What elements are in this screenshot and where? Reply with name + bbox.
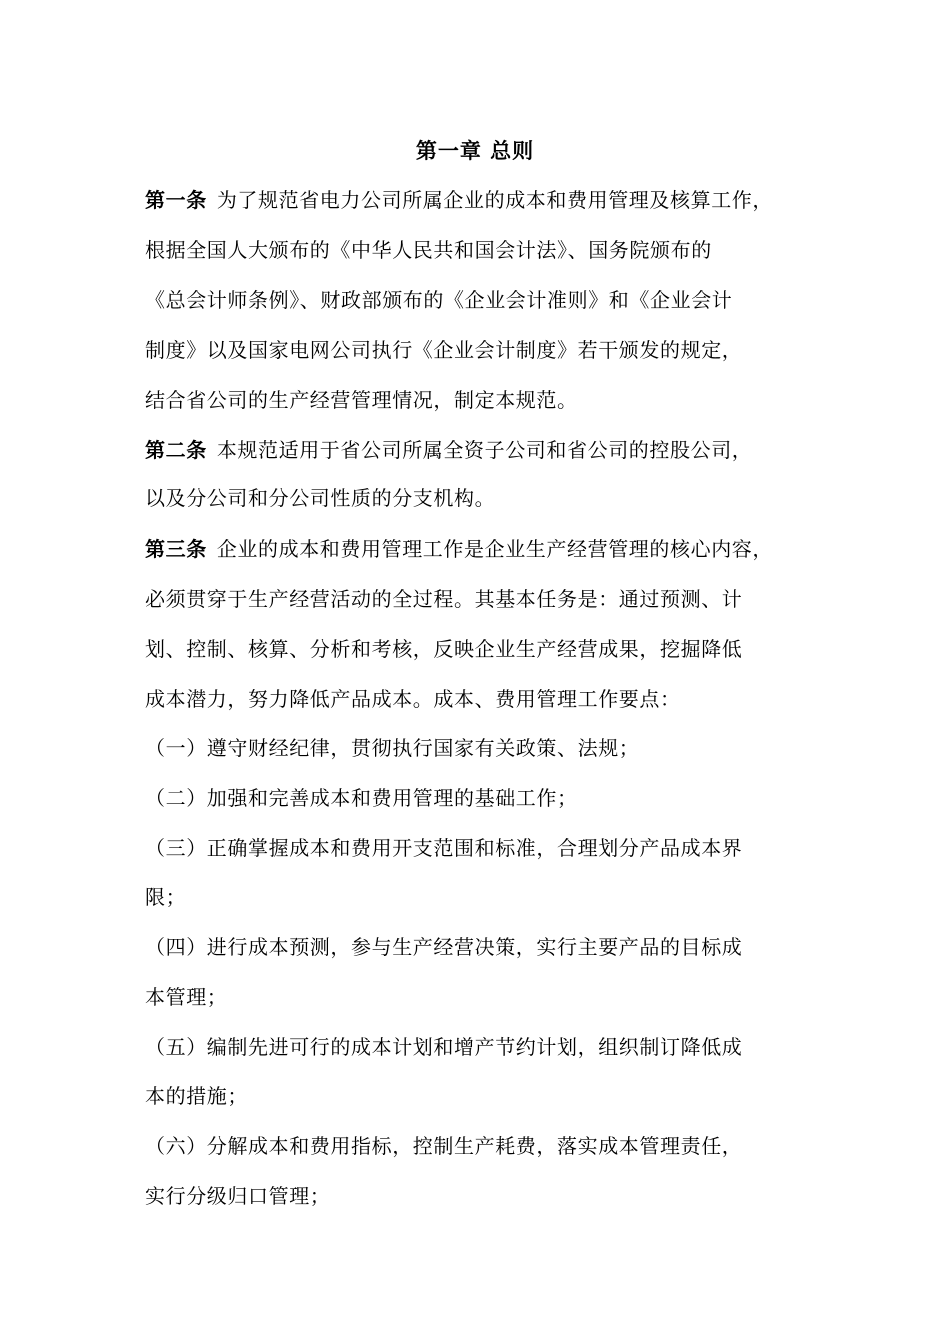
item-5-line-1: （五）编制先进可行的成本计划和增产节约计划，组织制订降低成 bbox=[145, 1035, 743, 1059]
item-4-line-1: （四）进行成本预测，参与生产经营决策，实行主要产品的目标成 bbox=[145, 935, 743, 959]
article-1-line-3: 《总会计师条例》、财政部颁布的《企业会计准则》和《企业会计 bbox=[145, 288, 733, 312]
item-1-line-1: （一）遵守财经纪律，贯彻执行国家有关政策、法规； bbox=[145, 736, 640, 760]
item-5-line-2: 本的措施； bbox=[145, 1084, 248, 1108]
article-1-text-1: 为了规范省电力公司所属企业的成本和费用管理及核算工作， bbox=[216, 188, 774, 212]
item-3-line-1: （三）正确掌握成本和费用开支范围和标准，合理划分产品成本界 bbox=[145, 836, 743, 860]
article-3-line-4: 成本潜力，努力降低产品成本。成本、费用管理工作要点： bbox=[145, 687, 681, 711]
article-2-label: 第二条 bbox=[145, 438, 207, 462]
item-3-line-2: 限； bbox=[145, 885, 187, 909]
item-4-line-2: 本管理； bbox=[145, 985, 228, 1009]
article-3-label: 第三条 bbox=[145, 537, 207, 561]
article-2-line-2: 以及分公司和分公司性质的分支机构。 bbox=[145, 486, 496, 510]
article-1-line-1 bbox=[145, 185, 835, 215]
article-2-line-1 bbox=[145, 435, 835, 465]
article-1-line-4: 制度》以及国家电网公司执行《企业会计制度》若干颁发的规定， bbox=[145, 338, 743, 362]
chapter-title: 第一章 总则 bbox=[415, 138, 535, 163]
article-3-text-1: 企业的成本和费用管理工作是企业生产经营管理的核心内容， bbox=[216, 537, 774, 561]
article-1-line-2: 根据全国人大颁布的《中华人民共和国会计法》、国务院颁布的 bbox=[145, 238, 712, 262]
item-6-line-1: （六）分解成本和费用指标，控制生产耗费，落实成本管理责任， bbox=[145, 1134, 743, 1158]
article-2-text-1: 本规范适用于省公司所属全资子公司和省公司的控股公司， bbox=[216, 438, 753, 462]
article-3-line-1 bbox=[145, 534, 835, 564]
article-1-line-5: 结合省公司的生产经营管理情况，制定本规范。 bbox=[145, 388, 578, 412]
item-2-line-1: （二）加强和完善成本和费用管理的基础工作； bbox=[145, 786, 578, 810]
article-3-line-2: 必须贯穿于生产经营活动的全过程。其基本任务是：通过预测、计 bbox=[145, 587, 743, 611]
article-1-label: 第一条 bbox=[145, 188, 207, 212]
item-6-line-2: 实行分级归口管理； bbox=[145, 1184, 331, 1208]
article-3-line-3: 划、控制、核算、分析和考核，反映企业生产经营成果，挖掘降低 bbox=[145, 637, 743, 661]
